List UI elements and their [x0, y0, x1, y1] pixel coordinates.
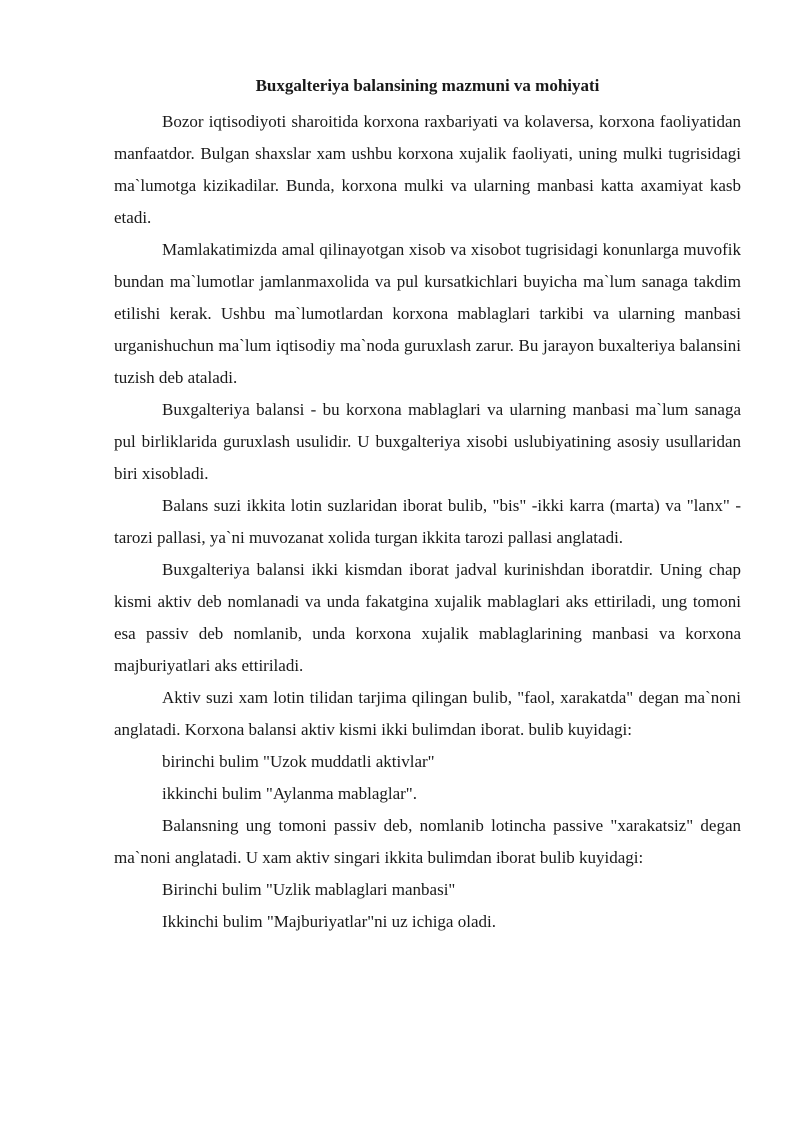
list-item-aktiv-1: birinchi bulim "Uzok muddatli aktivlar": [162, 752, 435, 771]
list-item-aktiv-2: ikkinchi bulim "Aylanma mablaglar".: [162, 784, 417, 803]
list-item-passiv-1: Birinchi bulim "Uzlik mablaglari manbasi": [162, 880, 456, 899]
paragraph-balance-definition: Buxgalteriya balansi - bu korxona mablaglari va ularning manbasi ma`lum sanaga pul birliklarida guruxlash usulidir. U buxgalteriya xisobi uslubiyatining asosiy usullaridan biri xisobladi.: [114, 400, 741, 483]
list-item-passiv-2: Ikkinchi bulim "Majburiyatlar"ni uz ichiga oladi.: [162, 912, 496, 931]
document-title: Buxgalteriya balansining mazmuni va mohiyati: [255, 76, 600, 95]
paragraph-balance-etymology: Balans suzi ikkita lotin suzlaridan iborat bulib, "bis" -ikki karra (marta) va "lanx" -tarozi pallasi, ya`ni muvozanat xolida turgan ikkita tarozi pallasi anglatadi.: [114, 496, 741, 547]
paragraph-intro: Bozor iqtisodiyoti sharoitida korxona raxbariyati va kolaversa, korxona faoliyatidan manfaatdor. Bulgan shaxslar xam ushbu korxona xujalik faoliyati, uning mulki tugrisidagi ma`lumotga kizikadilar. Bunda, korxona mulki va ularning manbasi katta axamiyat kasb etadi.: [114, 112, 741, 227]
paragraph-aktiv: Aktiv suzi xam lotin tilidan tarjima qilingan bulib, "faol, xarakatda" degan ma`noni anglatadi. Korxona balansi aktiv kismi ikki bulimdan iborat. bulib kuyidagi:: [114, 688, 741, 739]
paragraph-balance-structure: Buxgalteriya balansi ikki kismdan iborat jadval kurinishdan iboratdir. Uning chap kismi aktiv deb nomlanadi va unda fakatgina xujalik mablaglari aks ettiriladi, ung tomoni esa passiv deb nomlanib, unda korxona xujalik mablaglarining manbasi va korxona majburiyatlari aks ettiriladi.: [114, 560, 741, 675]
paragraph-legislation: Mamlakatimizda amal qilinayotgan xisob va xisobot tugrisidagi konunlarga muvofik bundan ma`lumotlar jamlanmaxolida va pul kursatkichlari buyicha ma`lum sanaga takdim etilishi kerak. Ushbu ma`lumotlardan korxona mablaglari tarkibi va ularning manbasi urganishuchun ma`lum iqtisodiy ma`noda guruxlash zarur. Bu jarayon buxalteriya balansini tuzish deb ataladi.: [114, 240, 741, 387]
document-body: [114, 74, 741, 938]
paragraph-passiv: Balansning ung tomoni passiv deb, nomlanib lotincha passive "xarakatsiz" degan ma`noni anglatadi. U xam aktiv singari ikkita bulimdan iborat bulib kuyidagi:: [114, 816, 741, 867]
